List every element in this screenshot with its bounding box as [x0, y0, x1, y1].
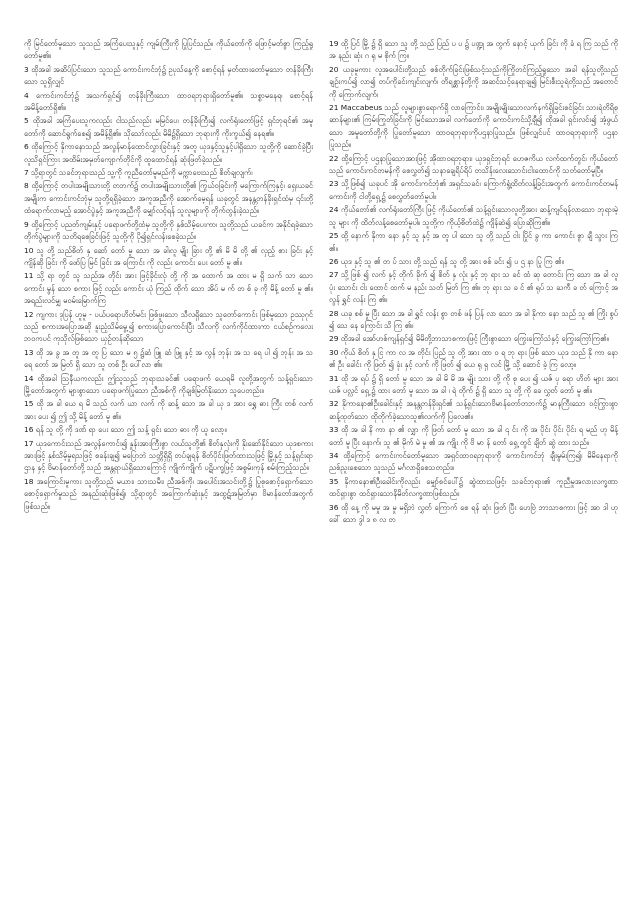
- verse-number: 15: [24, 399, 34, 409]
- verse-paragraph: [24, 438, 313, 475]
- verse-paragraph: [329, 476, 618, 501]
- verse-text: ထို့ ပြင် မြို့ ၌ ရှိ သော သူ တို့ သည် ပြည် ပ ပ ၌ ပဏ္ဍု အ တွက် နောင့် ယှက် ခြင်း ကို ခံ ရ ကြ သည် ကို အ နည်း ဆုံး ဂ ရု မ စိုက် ကြ။: [329, 39, 618, 61]
- verse-text: ယခုမူကား လူအပေါင်းတို့သည် စစ်တိုက်ခြင်းဖြစ်သင့်သည်ကိုကြိုတင်ကြည့်ရှုသော အခါ ရန်သူတို့သည် ချဉ်းကပ်၍ လာ၍ တပ်ကိုခင်းကျင်းလျက်၊ တိရစ္ဆာန်တို့ကို အဆင်သင့်နေရာချ၍ မြင်းစီးသူရဲတို့သည် အတောင်ကို ကြောက်လျက်၊: [329, 64, 618, 99]
- verse-number: 13: [24, 347, 34, 357]
- verse-number: 28: [329, 308, 339, 318]
- verse-paragraph: [24, 309, 313, 346]
- verse-paragraph: [24, 270, 313, 307]
- verse-paragraph: [329, 64, 618, 101]
- verse-number: 6: [24, 142, 29, 152]
- verse-paragraph: [329, 424, 618, 449]
- verse-number: 24: [329, 205, 339, 215]
- verse-number: 35: [329, 476, 339, 486]
- verse-number: 36: [329, 502, 339, 512]
- verse-number: 31: [329, 373, 339, 383]
- verse-paragraph: [329, 373, 618, 398]
- verse-number: 27: [329, 270, 339, 280]
- verse-paragraph: [24, 180, 313, 217]
- verse-paragraph: [24, 424, 313, 436]
- verse-paragraph: [24, 245, 313, 270]
- verse-paragraph: [24, 373, 313, 398]
- verse-paragraph: [24, 398, 313, 423]
- verse-number: 34: [329, 451, 339, 460]
- verse-paragraph: [329, 333, 618, 345]
- verse-paragraph: [24, 115, 313, 140]
- verse-text: ထိုအခါ ဩနီယကလည်း ဤသူသည် ဘုရားသခင်၏ ပရောဖက် ယေရမိ လူတို့အတွက် သန့်ရှင်းသော မြို့တော်အတွက် များစွာသော ပရောဖက်ပြုသော ညီအစ်ကို ကိုချစ်မြတ်နိုးသော သူပေတည်း။: [24, 373, 313, 395]
- verse-text: ထိုကြောင့် နိုကာနောသည် အလွန်မာန်ထောင်လွှားခြင်းနှင့် အတူ ယုဒနှင့်သူနှင့်ပါရှိသော သူတို့ကို ဆောင်ခဲ့ပြီး လူသိရှင်ကြား အထိမ်းအမှတ်ကျောက်တိုင်ကို ထူထောင်ရန် ဆုံးဖြတ်ခဲ့သည်။: [24, 142, 313, 164]
- verse-number: 21: [329, 103, 339, 113]
- verse-text: သို့ရာတွင် သခင်ဘုရားသည် သူ့ကို ကူညီတော်မူမည်ကို မက္ကာဗေးသည် စိတ်ချလျက်၊: [31, 168, 253, 178]
- verse-paragraph: [329, 230, 618, 255]
- verse-text: Maccabeus သည် လူများစွာရောက်ရှိ လာကြောင်း၊ အမျိုးမျိုးသောလက်နက်ရှိခြင်းစင်ခြင်း သားရဲတိရိစ္ဆာန်များ၏ ကြမ်းကြုတ်ခြင်းကို မြင်သောအခါ လက်တော်ကို ကောင်းကင်သို့ချီ၍ ထိုအခါ ရှင်းလင်း၍ အံ့ဖွယ်သော အမှုတော်တို့ကို ပြုတော်မူသော ထာဝရဘုရားကိုပဌနာပြုသည်။ ဖြစ်လျှင်ပင် ထာဝရဘုရားကို ပဌနာပြုသည်။: [329, 103, 618, 150]
- verse-number: 12: [24, 309, 34, 319]
- verse-number: 7: [24, 168, 29, 178]
- verse-number: 11: [24, 271, 34, 281]
- verse-number: 30: [329, 347, 339, 357]
- verse-number: 8: [24, 181, 29, 191]
- verse-text: ထို အ ခါ ယေ ရ မိ သည် လက် ယာ လက် ကို ဆန့် သော အ ခါ ယု ဒ အား ရွှေ ဓား ကြီး တစ် လက် အား ပေး ၍ ဤ သို့ မိန့် တော် မူ ၏။: [24, 399, 313, 421]
- verse-paragraph: [329, 347, 618, 372]
- verse-number: 26: [329, 256, 339, 266]
- verse-text: ယုဒကောင်းသည် အလွန်ကောင်း၍ နှုန်းအားကြီးစွာ လယ်သူတို့၏ စိတ်နှလုံးကို နိုးဆော်နိုင်သော ယုဒစကားအားဖြင့် နှစ်သိမ့်မှုရသဖြင့် စခန်းချ၍ မပြောဘဲ သတ္တိရှိရှိ တပ်ချရန် စိတ်ပိုင်းဖြတ်ထားသဖြင့် မြို့နှင့် သန့်ရှင်းရာဌာန နှင့် ဗိမာန်တော်တို့ သည် အန္တရာယ်ရှိသောကြောင့် ကျိုက်ကျိုက် ပဋိပက္ခဖြင့် အစွမ်းကုန် စမ်းကြည့်သည်။: [24, 438, 313, 473]
- verse-number: 16: [24, 425, 34, 435]
- verse-number: 29: [329, 334, 339, 344]
- verse-paragraph: [329, 38, 618, 63]
- verse-paragraph: [329, 398, 618, 423]
- right-column: [329, 38, 618, 882]
- verse-text: သို့ ရာ တွင် သူ သည်အ တိုင်း အား ဖြင့်ခိုင်းလုံ တို့ ကို အ ထောက် အ ထား မ ရှိ သက် သာ သော ကောင်း မွန် သော စကား ဖြင့် လည်း ကောင်း ယုံ ကြည် ထိုက် သော အိပ် မ က် တ စ် ခု ကို မိန့် တော် မူ ၏။ အရည်းလင်မျှ မဝမ်းမြောက်ကြ: [24, 271, 313, 306]
- verse-text: ယုဒ နှင့် သူ ၏ တ ပ် သား တို့ သည် ရန် သူ တို့ အား စစ် ခင်း ၍ ပ ဌ နာ ပြု ကြ ၏။: [340, 256, 564, 266]
- verse-paragraph: [24, 38, 313, 63]
- verse-text: ထို့ကြောင့် ပညတ်ကျမ်းနှင့် ပရောဖက်တို့ထံမှ သူတို့ကို နှစ်သိမ့်ပေးကာ၊ သူတို့သည် ယခင်က အနိုင်ရခဲ့သော တိုက်ပွဲများကို သတိရစေခြင်းဖြင့် သူတို့ကို ပို၍ရှင်လန်းစေခဲ့သည်။: [24, 219, 313, 242]
- verse-paragraph: [329, 450, 618, 475]
- verse-text: အကြောင်းမူကား သူတို့သည် မယား၊ သားသမီး၊ ညီအစ်ကို၊ အပေါင်းအသင်းတို့၌ ပြုစုစောင့်ရှောက်သော စောင့်ရှောက်မှုသည် အနည်းဆုံးဖြစ်၍၊ သို့ရာတွင် အကြောက်ဆုံးနှင့် အထွဋ်အမြတ်မှာ ဗိမာန်တော်အတွက် ဖြစ်သည်။: [24, 476, 313, 511]
- verse-text: ကိုယ်တော်၏ လက်ရုံးတော်ကြီး ဖြင့် ကိုယ်တော်၏ သန့်ရှင်းသောလူတို့အား ဆန့်ကျင်ရန်လာသော ဘုရားမဲ့ သူ များ ကို ထိတ်လန့်စေတော်မူပါ။ သူတို့က ကိုယ့်စိတ်ထဲ၌ ကျိန်ဆဲ၍ ပြောဆိုကြ၏။: [329, 205, 618, 227]
- verse-text: ကောင်းကင်ဘုံ၌ အသက်ရှင်၍ တန်ခိုးကြီးသော ထာဝရဘုရားရှိတော်မူ၏။ သစ္စာမနေရ၊ စောင့်ရန် အမိန့်တော်ရှိ၏။: [24, 90, 313, 113]
- verse-text: သူ တို့ သည်စိတ် နှ ဆော် တော် မူ သော အ ခါ၊လူ မျိုး ခြား တို့ ၏ မိ မိ တို့ ၏ လှည့် စား ခြင်း နှင့် ကျိန်ဆို ခြင်း ကို ဖော်ပြ မြင် ခြင်း အ ကြောင်း ကို လည်း ကောင်း ပေး တော် မူ ၏။: [24, 245, 313, 267]
- verse-text: ထို့ကြောင့် တပါးအမျိုးသားတို့ တဘက်၌ တပါးအမျိုးသားတို့၏ ကြွယ်ဝခြင်းကို မကြောက်ကြနှင့်၊ ရှေးယခင်အမျိုးက ကောင်းကင်ဘုံမှ သူတို့ရရှိခဲ့သော အကူအညီကို အောက်မေ့ရန် ယခုတွင် အနန္တတန်ခိုးရှင်ထံမှ ၎င်းတို့ထံရောက်လာမည့် အောင်ပွဲနှင့် အကူအညီကို မျှော်လင့်ရန် သူလူများကို တိုက်တွန်းခဲ့သည်။: [24, 181, 313, 216]
- verse-paragraph: [24, 64, 313, 89]
- verse-text: ထိုအခါ အော်ဟစ်ကျန်ရှင်၍ မိမိတို့ဘာသာစကားဖြင့် ကြီးစွာသော ကြွေးကြော်သံနှင့် ကြွေးကြော်ကြ၏။: [340, 334, 609, 344]
- verse-paragraph: [24, 476, 313, 513]
- verse-number: 23: [329, 179, 339, 189]
- verse-number: 17: [24, 438, 34, 448]
- left-column: [24, 38, 313, 882]
- verse-paragraph: [329, 308, 618, 333]
- verse-paragraph: [24, 90, 313, 115]
- verse-text: ကျကား ဒုပြန် ဟူမူ - ပယ်ပရောဟိတ်မင်း ဖြစ်ဖူးသော သီလရှိသော သူတော်ကောင်း ဖြစ်မူသော ဥဿုဂုင်သည် စကားအပြောအဆို နူးညံ့သိမ်မွေ့၍ စကားပြောကောင်းပြီး သီလကို လက်ကိုင်ထားကာ ငယ်စဉ်ကလေးဘဝကပင် ကုသိုလ်ဖြစ်သော ယှဉ်တန်ဆိုသော: [24, 309, 313, 344]
- verse-text: ထို အ ခါ နိ ကာ နာ ၏ လျှာ ကို ဖြတ် တော် မူ သော အ ခါ ၎ င်း ကို အ ပိုင်း ပိုင်း ပိုင်း ရ မည် ဟု မိန့် တော် မူ ပြီး နောက်၊ သူ ၏ မိုက် မဲ မှု ၏ အ ကျိုး ကို ဗိ မာ န် တော် ရှေ့ တွင် ချိတ် ဆွဲ ထား သည်။: [329, 425, 618, 447]
- verse-number: 33: [329, 425, 339, 435]
- verse-paragraph: [24, 347, 313, 372]
- verse-text: ကို မြင်တော်မူသော သူသည် အကြံပေးသူနှင့် ကျမ်းကြီးကို ပြုပြင်သည်။ ကိုယ်တော်ကို ဖြောင့်မတ်စွာ ကြည့်ရှုတော်မူ၏။: [24, 39, 313, 61]
- verse-number: 32: [329, 399, 339, 409]
- verse-number: 22: [329, 153, 339, 163]
- verse-text: ထို့ နောက် နိုကာ နော နှင့် သူ နှင့် အ တူ ပါ သော သူ တို့ သည် ငါး ပြိုင် ခွ ကာ ကောင်း စွာ ချီ သွား ကြ ၏။: [329, 231, 618, 253]
- verse-number: 25: [329, 231, 339, 241]
- verse-text: နိုကာနော၏ဦးခေါင်းကိုလည်း မျှော်စင်ပေါ်၌ ဆွဲထားသဖြင့်၊ သခင်ဘုရား၏ ကူညီမှုအလားလက္ခဏာ ထင်ရှားစွာ ထင်ရှားသောနိမိတ်လက္ခဏာဖြစ်သည်။: [329, 476, 618, 499]
- verse-text: သို့ ဖြစ် ၍ လက် နှင့် တိုက် ခိုက် ၍ စိတ် နှ လုံး နှင့် ဘု ရား သ ခင် ထံ ဆု တောင်း ကြ သော အ ခါ လူ ပုံး သောင်း ငါး ထောင် ထက် မ နည်း သတ် မြတ် ကြ ၏။ ဘု ရား သ ခ င် ၏ ရုပ် သ ႀကီ ခ တ် ကြောင့် အ လွန် ရွှင် လန်း ကြ ၏။: [329, 270, 618, 305]
- verse-paragraph: [24, 141, 313, 166]
- verse-paragraph: [329, 204, 618, 229]
- verse-paragraph: [329, 153, 618, 178]
- verse-paragraph: [329, 256, 618, 268]
- verse-number: 19: [329, 39, 339, 48]
- verse-text: ထို့ကြောင့် ပဌနာပြုသောအားဖြင့် အိုထာဝရဘုရား၊ ယုဒရှင်ဘုရင် ဟေဇကိယ လက်ထက်တွင်၊ ကိုယ်တော်သည် ကောင်းကင်တမန်ကို စေလွှတ်၍ သနာချေရိပ်ရိပ် တသိန်းလေးသောင်းငါးထောင်ကို သတ်တော်မူပြီ။: [329, 153, 618, 176]
- verse-text: ထို့ကြောင့် ကောင်းကင်တော်မူသော အရှင်ထာဝရဘုရားကို ကောင်းကင်ဘုံ ချီးမွမ်းကြ၍၊ မိမိနေရာကို ညစ်ညူးစေသော သူသည် မင်္ဂလာရှိစေသတည်း။: [329, 451, 618, 473]
- verse-text: ထိုအခါ အကြံပေးသူကလည်း ငါသည်လည်း မမြင်ပေ၊ တန်ခိုးကြီး၍ လက်ရုံးတော်ဖြင့် ရှင်ဘုရင်၏ အမူတော်ကို ဆောင်ရွက်စေ၍ အမိန့်ရှိ၏။ သိုသော်လည်း မိမိ၌ရှိသော ဘုရားကို ကိုးကွယ်၍ နေရ၏။: [24, 116, 313, 138]
- verse-text: ယခု စစ် မှု ပြီး သော အ ခါ ရွှင် လန်း စွာ တစ် ဖန် ပြန် လာ သော အ ခါ နိုကာ နော သည် သူ ၏ ကြိုး စွပ် ၍ သေ နေ ကြောင်း သိ ကြ ၏။: [329, 308, 618, 330]
- verse-number: 20: [329, 64, 339, 74]
- verse-number: 18: [24, 476, 34, 486]
- verse-paragraph: [329, 102, 618, 152]
- verse-text: နိုကာနော၏ဦးခေါင်းနှင့် အနန္တတန်ခိုးရှင်၏ သန့်ရှင်းသောဗိမာန်တော်တဘက်၌ မာနကြီးသော ဝင့်ကြွားစွာ ဆန့်ထုတ်သော ထိုတိုက်ခဲ့သောသူ၏လက်ကို ပြလေ၏။: [329, 399, 618, 421]
- verse-text: ထို အ ရပ် ၌ ရှိ တော် မူ သော အ ခါ မိ မိ အ မျိုး သား တို့ ကို စု ပေး ၍ ယဇ် ပု ရော ဟိတ် များ အား ယဇ် ပလ္လင် ရှေ့ ၌ ထား တော် မူ သော အ ခါ ၊ ရဲ တိုက် ၌ ရှိ သော သူ တို့ ကို ခေ လွှတ် တော် မူ ၏။: [329, 373, 618, 395]
- verse-text: ထို အ ခွ အ တူ အ တူ ပြ သော မ ၅ ၌ဆံ ဖြူ ဆံ ဖြူ နှင့် အ လွန် ဘုန်း အ သ ရေ ပါ ၍ ဘုန်း အ သ ရေ တော် အ မြတ် ရှိ သော သူ တစ် ဦး ပေါ်လာ ၏။: [24, 347, 313, 370]
- verse-paragraph: [24, 219, 313, 244]
- verse-number: 10: [24, 245, 34, 255]
- verse-number: 3: [24, 64, 29, 74]
- verse-number: 4: [24, 90, 29, 100]
- verse-number: 9: [24, 219, 29, 229]
- verse-text: ထိုအခါ အဆိပ်ပြင်းသော သူသည် ကောင်းကင်ဘုံ၌ ဥပုသ်နေ့ကို စောင့်ရန် မှတ်ထားတော်မူသော တန်ခိုးကြီးသော သူရှိလျှင်: [24, 64, 313, 87]
- verse-paragraph: [329, 502, 618, 527]
- verse-text: သို့ဖြစ်၍ ယခုပင် အို ကောင်းကင်ဘုံ၏ အရှင်သခင်၊ ကြောက်ရွံ့ထိတ်လန့်ခြင်းအတွက် ကောင်းကင်တမန်ကောင်းကို ငါတို့ရှေ့၌ စေလွှတ်တော်မူပါ။: [329, 179, 618, 201]
- verse-text: ထို နေ့ ကို မမှု အ မှု မရှိဘဲ လွှတ် ကြောက် စေ ရန် ဆုံး ဖြတ် ပြီး ဟေဗြဲ ဘာသာစကား ဖြင့် အာ ဒါ ဟု ခေါ် သော ဒွါ ဒ ၈ လ တ: [329, 502, 618, 525]
- verse-text: ကိုယ် စိတ် နှ ငြ ကာ လ အ တိုင်း ပြည် သူ တို့ အား ထာ ဝ ရ ဘု ရား ဖြစ် သော ယုဒ သည် နို ကာ နော ၏ ဦး ခေါင်း ကို ဖြတ် ၍ ခုံး နှင့် လက် ကို ဖြတ် ၍ ယေ ရု ရှ လင် မြို့ သို့ ဆောင် ခဲ့ ကြ လော့။: [329, 347, 618, 370]
- verse-paragraph: [329, 178, 618, 203]
- verse-text: ရန် သူ တို့ ကို ဒဏ် ရာ ပေး သော ဤ သန့် ရှင်း သော ဓား ကို ယူ လော့။: [35, 425, 227, 435]
- verse-paragraph: [329, 269, 618, 306]
- verse-number: 5: [24, 116, 29, 126]
- verse-paragraph: [24, 167, 313, 179]
- verse-number: 14: [24, 373, 34, 383]
